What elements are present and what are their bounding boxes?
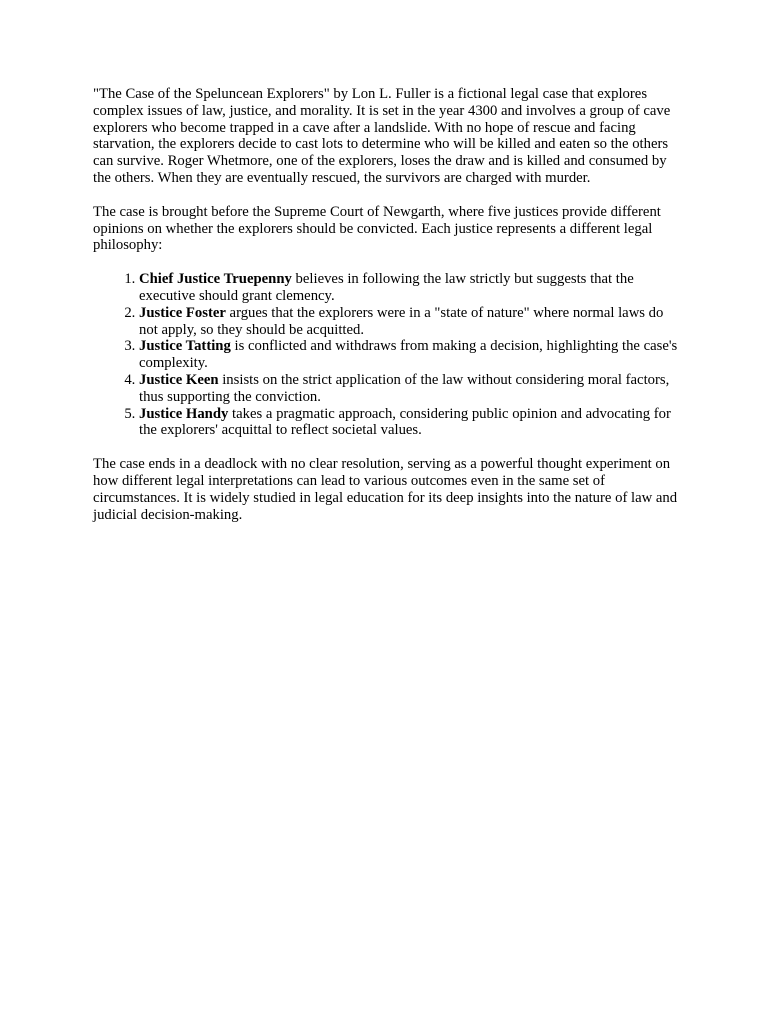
justice-name: Justice Tatting <box>139 338 231 355</box>
justices-list <box>93 271 678 439</box>
court-paragraph: The case is brought before the Supreme Court of Newgarth, where five justices provide different opinions on whether the explorers should be convicted. Each justice represents a different legal philosophy: <box>93 203 661 254</box>
justice-name: Justice Foster <box>139 304 226 321</box>
justice-opinion: argues that the explorers were in a "state of nature" where normal laws do not apply, so they should be acquitted. <box>139 304 664 338</box>
justice-opinion: believes in following the law strictly but suggests that the executive should grant clemency. <box>139 271 634 304</box>
justice-name: Chief Justice Truepenny <box>139 271 292 288</box>
intro-paragraph: "The Case of the Speluncean Explorers" by Lon L. Fuller is a fictional legal case that explores complex issues of law, justice, and morality. It is set in the year 4300 and involves a group of cave explorers who become trapped in a cave after a landslide. With no hope of rescue and facing starvation, the explorers decide to cast lots to determine who will be killed and eaten so the others can survive. Roger Whetmore, one of the explorers, loses the draw and is killed and consumed by the others. When they are eventually rescued, the survivors are charged with murder. <box>93 86 671 186</box>
justice-opinion: is conflicted and withdraws from making a decision, highlighting the case's complexity. <box>139 338 678 372</box>
list-item-handy <box>139 406 678 440</box>
list-item-keen <box>139 372 678 406</box>
list-item-tatting <box>139 338 678 372</box>
list-item-truepenny <box>139 271 678 305</box>
list-item-foster <box>139 305 678 339</box>
justice-opinion: takes a pragmatic approach, considering public opinion and advocating for the explorers' acquittal to reflect societal values. <box>139 405 671 439</box>
justice-name: Justice Keen <box>139 371 219 388</box>
conclusion-paragraph: The case ends in a deadlock with no clear resolution, serving as a powerful thought experiment on how different legal interpretations can lead to various outcomes even in the same set of circumstances. It is widely studied in legal education for its deep insights into the nature of law and judicial decision-making. <box>93 456 678 523</box>
justice-name: Justice Handy <box>139 405 229 422</box>
justice-opinion: insists on the strict application of the law without considering moral factors, thus supporting the conviction. <box>139 371 670 405</box>
